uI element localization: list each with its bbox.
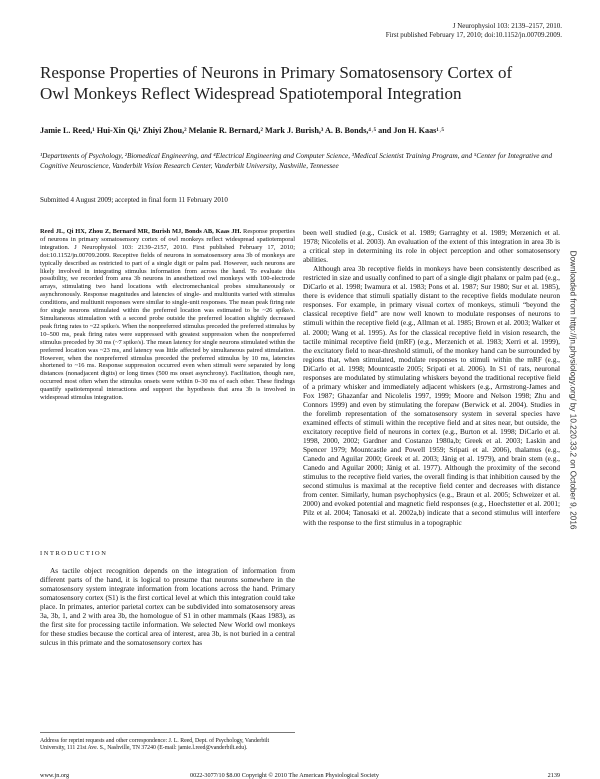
journal-website: www.jn.org bbox=[40, 772, 70, 779]
body-paragraph-2: Although area 3b receptive fields in monkeys have been consistently described as restricted in size and usually confined to part of a single digit phalanx or palm pad (e.g., DiCarlo et al. 1998; Iwamura et al. 1983; Pons et al. 1987; Sur 1980; Sur et al. 1985), there is evidence that stimuli spatially distant to the receptive fields modulate neuron responses. For example, in primary visual cortex of monkeys, stimuli “beyond the classical receptive field” are now well known to modulate responses of neurons to stimuli within the receptive field (e.g., Allman et al. 1985; Brown et al. 2003; Walker et al. 2000; Wang et al. 1995). As for the classical receptive field in vision research, the tactile minimal receptive field (mRF) (e.g., Merzenich et al. 1983; Xerri et al. 1999), the excitatory field to near-threshold stimuli, of the monkey hand can be surrounded by regions that, when stimulated, modulate responses to stimuli within the mRF (e.g., DiCarlo et al. 1998; Mountcastle 2005; Sripati et al. 2006). In S1 of rats, neuronal responses are modulated by stimulating whiskers beyond the traditional receptive field of a primary whisker and immediately adjacent whiskers (e.g., Armstrong-James and Fox 1987; Ghazanfar and Nicolelis 1997, 1999; Moore and Nelson 1998; Zhu and Connors 1999) and even by stimulating the forepaw (Berwick et al. 2004). Studies in the forelimb representation of the somatosensory system in several species have examined effects of stimuli within the receptive field and at sites near, but outside, the excitatory receptive field of neurons in cortex (e.g., Burton et al. 1998; DiCarlo et al. 1998, 2000, 2002; Gardner and Costanzo 1980a,b; Greek et al. 2003; Laskin and Spencer 1979; Mountcastle and Powell 1959; Sripati et al. 2006), thalamus (e.g., Canedo and Aguilar 2000; Greek et al. 2003; Jänig et al. 1979), and brain stem (e.g., Canedo and Aguilar 2000; Jänig et al. 1977). Although the proximity of the second stimulus to the receptive field varies, the overall finding is that inhibition caused by the second stimulus is maximal at the receptive field center and decreases with distance from center. Similarly, human psychophysics (e.g., Braun et al. 2005; Schweizer et al. 2000) and evoked potential and magnetic field responses (e.g., Hoechstetter et al. 2001; Pilz et al. 2004; Tanosaki et al. 2002a,b) indicate that a second stimulus will interfere with the response to the first stimulus in a topographic bbox=[303, 264, 560, 527]
citation-line-1: J Neurophysiol 103: 2139–2157, 2010. bbox=[452, 22, 562, 30]
right-column-text bbox=[303, 228, 560, 527]
submission-dates: Submitted 4 August 2009; accepted in final form 11 February 2010 bbox=[40, 196, 228, 204]
intro-paragraph: As tactile object recognition depends on the integration of information from different parts of the hand, it is logical to presume that neurons somewhere in the somatosensory system integrate information from locations across the hand. Primary somatosensory cortex (S1) is the first cortical level at which this integration could take place. In primates, anterior parietal cortex can be subdivided into somatosensory areas 3a, 3b, 1, and 2 with area 3b, the homologue of S1 in other mammals (Kaas 1983), as the first site for processing tactile information. We selected New World owl monkeys for these studies because the cortical area of interest, area 3b, is not buried in a central sulcus in this primate and the somatosensory cortex has bbox=[40, 566, 295, 648]
correspondence-footnote: Address for reprint requests and other correspondence: J. L. Reed, Dept. of Psychology, Vanderbilt University, 111 21st Ave. S., Nashville, TN 37240 (E-mail: jamie.l.reed@vanderbilt.edu). bbox=[40, 738, 270, 751]
author-list: Jamie L. Reed,¹ Hui-Xin Qi,¹ Zhiyi Zhou,² Melanie R. Bernard,² Mark J. Burish,³ A. B. Bonds,⁴˒⁵ and Jon H. Kaas¹˒⁵ bbox=[40, 126, 444, 135]
abstract-body: Response properties of neurons in primary somatosensory cortex of owl monkeys reflect widespread spatiotemporal integration. J Neurophysiol 103: 2139–2157, 2010. First published February 17, 2010; doi:10.1152/jn.00709.2009. Receptive fields of neurons in somatosensory area 3b of monkeys are typically described as restricted to part of a single digit or palm pad. However, such neurons are likely involved in integrating stimulus information from across the hand. To evaluate this possibility, we recorded from area 3b neurons in anesthetized owl monkeys with 100-electrode arrays, stimulating two hand locations with electromechanical probes simultaneously or asynchronously. Response magnitudes and latencies of single- and multiunits varied with stimulus conditions, and multiunit responses were similar to single-unit responses. The mean peak firing rate for single neurons stimulated within the preferred location was estimated to be ~26 spike/s. Simultaneous stimulation with a second probe outside the preferred location slightly decreased peak firing rates to ~22 spike/s. When the nonpreferred stimulus preceded the preferred stimulus by 10–500 ms, peak firing rates were suppressed with greatest suppression when the nonpreferred stimulus preceded by 30 ms (~7 spike/s). The mean latency for single neurons stimulated within the preferred location was ~23 ms, and latency was little affected by simultaneous paired stimulation. However, when the nonpreferred stimulus preceded the preferred stimulus by 10 ms, latencies shortened to ~16 ms. Response suppression occurred even when stimuli were separated by long distances (nonadjacent digits) or long times (500 ms onset asynchrony). Facilitation, though rare, occurred most often when the stimulus onsets were within 0–30 ms of each other. These findings quantify spatiotemporal interactions and support the hypothesis that area 3b is involved in widespread stimulus integration. bbox=[40, 228, 296, 402]
introduction-text bbox=[40, 566, 295, 647]
page-number: 2139 bbox=[547, 772, 560, 779]
journal-citation bbox=[386, 22, 562, 40]
body-paragraph-1: been well studied (e.g., Cusick et al. 1989; Garraghty et al. 1989; Merzenich et al. 1978; Nicolelis et al. 2003). An evaluation of the extent of this integration in area 3b is a critical step in determining its role in object perception and other somatosensory abilities. bbox=[303, 228, 560, 265]
abstract-citation-lead: Reed JL, Qi HX, Zhou Z, Bernard MR, Burish MJ, Bonds AB, Kaas JH. bbox=[40, 228, 242, 235]
affiliations: ¹Departments of Psychology, ²Biomedical Engineering, and ⁴Electrical Engineering and Computer Science, ³Medical Scientist Training Program, and ⁵Center for Integrative and Cognitive Neuroscience, Vanderbilt Vision Research Center, Vanderbilt University, Nashville, Tennessee bbox=[40, 152, 553, 170]
abstract bbox=[40, 228, 295, 402]
download-note: Downloaded from http://jn.physiology.org/ by 10.220.33.2 on October 9, 2016 bbox=[568, 250, 578, 530]
footnote-divider bbox=[40, 732, 295, 733]
copyright-line: 0022-3077/10 $8.00 Copyright © 2010 The American Physiological Society bbox=[190, 772, 379, 779]
download-watermark bbox=[566, 200, 580, 580]
section-heading-introduction: INTRODUCTION bbox=[40, 550, 108, 557]
paper-title: Response Properties of Neurons in Primary Somatosensory Cortex of Owl Monkeys Reflect Widespread Spatiotemporal Integration bbox=[40, 63, 513, 103]
citation-line-2: First published February 17, 2010; doi:10.1152/jn.00709.2009. bbox=[385, 31, 562, 39]
